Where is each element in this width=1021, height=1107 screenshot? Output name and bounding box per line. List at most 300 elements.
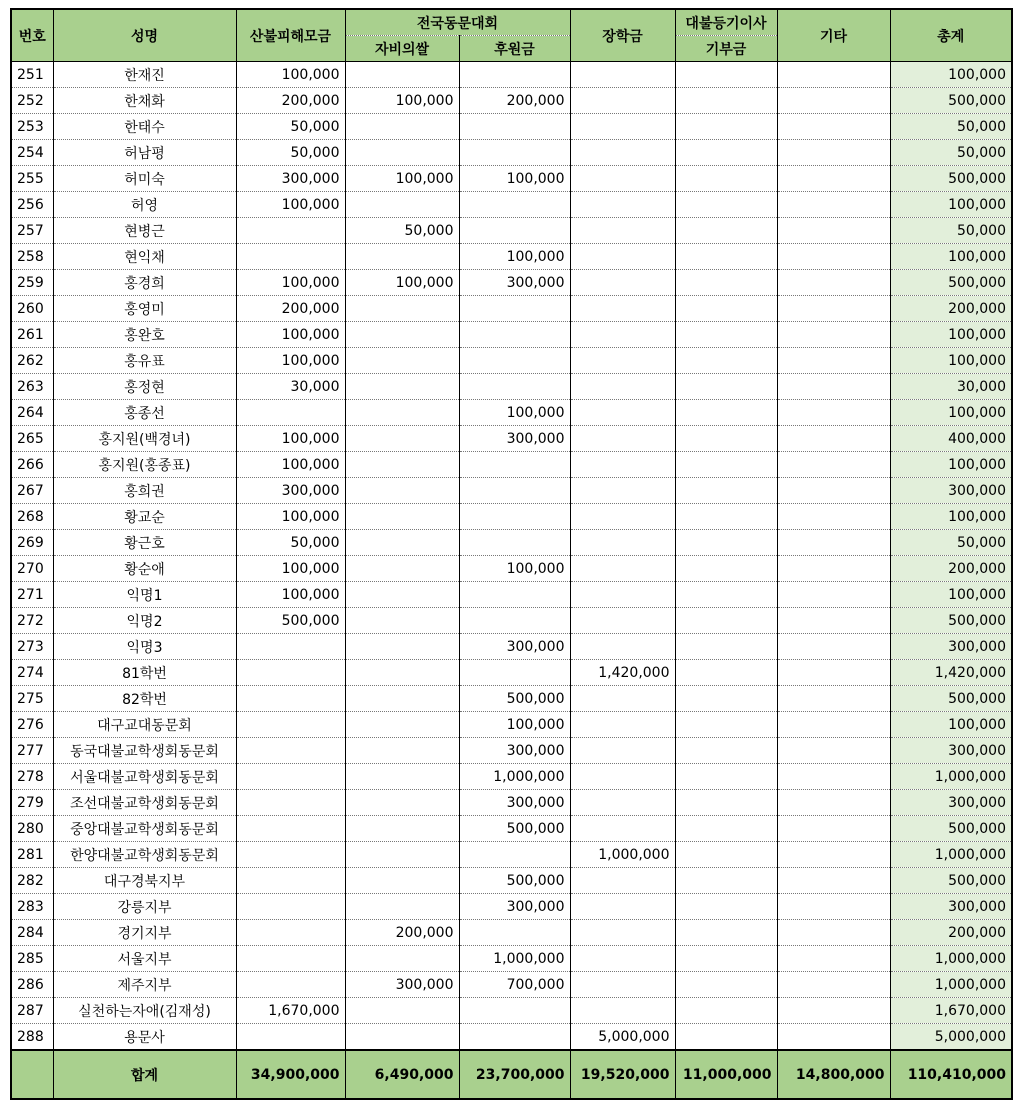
- cell-total[interactable]: 100,000: [890, 322, 1012, 348]
- cell-huwon[interactable]: [459, 582, 570, 608]
- cell-no[interactable]: 264: [11, 400, 53, 426]
- cell-scholarship[interactable]: [570, 998, 675, 1024]
- cell-total[interactable]: 500,000: [890, 608, 1012, 634]
- cell-etc[interactable]: [777, 296, 890, 322]
- cell-total[interactable]: 300,000: [890, 738, 1012, 764]
- cell-no[interactable]: 270: [11, 556, 53, 582]
- cell-name[interactable]: 조선대불교학생회동문회: [53, 790, 236, 816]
- cell-huwon[interactable]: [459, 140, 570, 166]
- cell-total[interactable]: 1,000,000: [890, 842, 1012, 868]
- cell-etc[interactable]: [777, 426, 890, 452]
- cell-jabi[interactable]: [345, 946, 459, 972]
- cell-name[interactable]: 대구교대동문회: [53, 712, 236, 738]
- cell-gibu[interactable]: [675, 634, 777, 660]
- cell-total[interactable]: 100,000: [890, 62, 1012, 88]
- cell-gibu[interactable]: [675, 296, 777, 322]
- cell-gibu[interactable]: [675, 764, 777, 790]
- cell-huwon[interactable]: 100,000: [459, 712, 570, 738]
- cell-scholarship[interactable]: 1,420,000: [570, 660, 675, 686]
- cell-scholarship[interactable]: [570, 764, 675, 790]
- cell-name[interactable]: 한채화: [53, 88, 236, 114]
- cell-sanbul[interactable]: 50,000: [236, 114, 345, 140]
- cell-gibu[interactable]: [675, 920, 777, 946]
- cell-sanbul[interactable]: 200,000: [236, 88, 345, 114]
- cell-huwon[interactable]: [459, 348, 570, 374]
- cell-no[interactable]: 261: [11, 322, 53, 348]
- cell-huwon[interactable]: [459, 322, 570, 348]
- cell-total[interactable]: 100,000: [890, 400, 1012, 426]
- cell-etc[interactable]: [777, 972, 890, 998]
- cell-etc[interactable]: [777, 452, 890, 478]
- cell-huwon[interactable]: 300,000: [459, 738, 570, 764]
- cell-gibu[interactable]: [675, 166, 777, 192]
- cell-gibu[interactable]: [675, 790, 777, 816]
- cell-total[interactable]: 200,000: [890, 296, 1012, 322]
- cell-no[interactable]: 263: [11, 374, 53, 400]
- cell-name[interactable]: 동국대불교학생회동문회: [53, 738, 236, 764]
- cell-scholarship[interactable]: [570, 920, 675, 946]
- cell-total[interactable]: 200,000: [890, 556, 1012, 582]
- cell-no[interactable]: 282: [11, 868, 53, 894]
- cell-etc[interactable]: [777, 192, 890, 218]
- cell-total[interactable]: 100,000: [890, 452, 1012, 478]
- cell-etc[interactable]: [777, 556, 890, 582]
- cell-name[interactable]: 허남평: [53, 140, 236, 166]
- cell-no[interactable]: 272: [11, 608, 53, 634]
- cell-name[interactable]: 허미숙: [53, 166, 236, 192]
- cell-name[interactable]: 황근호: [53, 530, 236, 556]
- cell-name[interactable]: 홍희권: [53, 478, 236, 504]
- cell-scholarship[interactable]: [570, 218, 675, 244]
- cell-gibu[interactable]: [675, 452, 777, 478]
- cell-jabi[interactable]: [345, 530, 459, 556]
- cell-no[interactable]: 258: [11, 244, 53, 270]
- cell-sanbul[interactable]: [236, 634, 345, 660]
- cell-huwon[interactable]: [459, 504, 570, 530]
- cell-etc[interactable]: [777, 88, 890, 114]
- cell-etc[interactable]: [777, 790, 890, 816]
- cell-scholarship[interactable]: [570, 946, 675, 972]
- cell-etc[interactable]: [777, 842, 890, 868]
- cell-gibu[interactable]: [675, 894, 777, 920]
- cell-total[interactable]: 100,000: [890, 348, 1012, 374]
- cell-total[interactable]: 30,000: [890, 374, 1012, 400]
- cell-sanbul[interactable]: [236, 660, 345, 686]
- cell-sanbul[interactable]: [236, 972, 345, 998]
- cell-name[interactable]: 홍지원(백경녀): [53, 426, 236, 452]
- cell-scholarship[interactable]: [570, 556, 675, 582]
- totals-total[interactable]: 110,410,000: [890, 1050, 1012, 1099]
- cell-total[interactable]: 500,000: [890, 686, 1012, 712]
- cell-scholarship[interactable]: [570, 62, 675, 88]
- cell-no[interactable]: 266: [11, 452, 53, 478]
- cell-huwon[interactable]: 100,000: [459, 556, 570, 582]
- cell-scholarship[interactable]: [570, 582, 675, 608]
- cell-no[interactable]: 253: [11, 114, 53, 140]
- cell-total[interactable]: 1,000,000: [890, 946, 1012, 972]
- cell-no[interactable]: 279: [11, 790, 53, 816]
- totals-label[interactable]: 합계: [53, 1050, 236, 1099]
- cell-scholarship[interactable]: [570, 322, 675, 348]
- cell-total[interactable]: 5,000,000: [890, 1024, 1012, 1051]
- cell-total[interactable]: 300,000: [890, 894, 1012, 920]
- cell-jabi[interactable]: [345, 608, 459, 634]
- cell-huwon[interactable]: [459, 114, 570, 140]
- cell-total[interactable]: 1,670,000: [890, 998, 1012, 1024]
- cell-name[interactable]: 익명1: [53, 582, 236, 608]
- cell-gibu[interactable]: [675, 322, 777, 348]
- cell-huwon[interactable]: 500,000: [459, 816, 570, 842]
- cell-gibu[interactable]: [675, 660, 777, 686]
- cell-no[interactable]: 276: [11, 712, 53, 738]
- cell-gibu[interactable]: [675, 686, 777, 712]
- cell-scholarship[interactable]: [570, 816, 675, 842]
- cell-gibu[interactable]: [675, 88, 777, 114]
- cell-sanbul[interactable]: [236, 842, 345, 868]
- cell-jabi[interactable]: [345, 868, 459, 894]
- cell-gibu[interactable]: [675, 972, 777, 998]
- cell-name[interactable]: 경기지부: [53, 920, 236, 946]
- cell-sanbul[interactable]: [236, 400, 345, 426]
- cell-no[interactable]: 260: [11, 296, 53, 322]
- cell-sanbul[interactable]: 100,000: [236, 504, 345, 530]
- cell-total[interactable]: 400,000: [890, 426, 1012, 452]
- cell-jabi[interactable]: [345, 348, 459, 374]
- cell-jabi[interactable]: [345, 686, 459, 712]
- cell-name[interactable]: 중앙대불교학생회동문회: [53, 816, 236, 842]
- cell-name[interactable]: 한양대불교학생회동문회: [53, 842, 236, 868]
- cell-sanbul[interactable]: 30,000: [236, 374, 345, 400]
- totals-huwon[interactable]: 23,700,000: [459, 1050, 570, 1099]
- cell-sanbul[interactable]: [236, 920, 345, 946]
- cell-sanbul[interactable]: 500,000: [236, 608, 345, 634]
- cell-huwon[interactable]: [459, 608, 570, 634]
- cell-name[interactable]: 현익채: [53, 244, 236, 270]
- cell-etc[interactable]: [777, 114, 890, 140]
- cell-huwon[interactable]: 300,000: [459, 894, 570, 920]
- cell-jabi[interactable]: 50,000: [345, 218, 459, 244]
- cell-etc[interactable]: [777, 62, 890, 88]
- cell-name[interactable]: 홍지원(홍종표): [53, 452, 236, 478]
- header-sanbul[interactable]: 산불피해모금: [236, 9, 345, 62]
- cell-no[interactable]: 283: [11, 894, 53, 920]
- totals-no-cell[interactable]: [11, 1050, 53, 1099]
- cell-scholarship[interactable]: [570, 452, 675, 478]
- header-national[interactable]: 전국동문대회: [345, 9, 570, 36]
- cell-jabi[interactable]: [345, 478, 459, 504]
- cell-gibu[interactable]: [675, 842, 777, 868]
- cell-jabi[interactable]: 200,000: [345, 920, 459, 946]
- header-name[interactable]: 성명: [53, 9, 236, 62]
- cell-jabi[interactable]: [345, 738, 459, 764]
- cell-etc[interactable]: [777, 218, 890, 244]
- cell-total[interactable]: 500,000: [890, 816, 1012, 842]
- cell-huwon[interactable]: 100,000: [459, 166, 570, 192]
- header-gibu[interactable]: 기부금: [675, 36, 777, 62]
- cell-sanbul[interactable]: [236, 816, 345, 842]
- cell-name[interactable]: 제주지부: [53, 972, 236, 998]
- cell-total[interactable]: 1,000,000: [890, 764, 1012, 790]
- cell-total[interactable]: 500,000: [890, 88, 1012, 114]
- header-jabi[interactable]: 자비의쌀: [345, 36, 459, 62]
- cell-gibu[interactable]: [675, 218, 777, 244]
- cell-huwon[interactable]: [459, 842, 570, 868]
- cell-jabi[interactable]: [345, 114, 459, 140]
- cell-no[interactable]: 273: [11, 634, 53, 660]
- cell-etc[interactable]: [777, 348, 890, 374]
- cell-sanbul[interactable]: 1,670,000: [236, 998, 345, 1024]
- cell-gibu[interactable]: [675, 712, 777, 738]
- cell-etc[interactable]: [777, 374, 890, 400]
- cell-name[interactable]: 82학번: [53, 686, 236, 712]
- cell-etc[interactable]: [777, 686, 890, 712]
- cell-huwon[interactable]: [459, 62, 570, 88]
- cell-total[interactable]: 100,000: [890, 244, 1012, 270]
- cell-sanbul[interactable]: 100,000: [236, 270, 345, 296]
- cell-etc[interactable]: [777, 998, 890, 1024]
- cell-huwon[interactable]: [459, 478, 570, 504]
- cell-jabi[interactable]: [345, 790, 459, 816]
- cell-no[interactable]: 277: [11, 738, 53, 764]
- cell-jabi[interactable]: [345, 998, 459, 1024]
- cell-total[interactable]: 1,000,000: [890, 972, 1012, 998]
- cell-sanbul[interactable]: 100,000: [236, 452, 345, 478]
- cell-sanbul[interactable]: 100,000: [236, 192, 345, 218]
- cell-sanbul[interactable]: 100,000: [236, 556, 345, 582]
- cell-gibu[interactable]: [675, 270, 777, 296]
- cell-total[interactable]: 50,000: [890, 140, 1012, 166]
- cell-huwon[interactable]: 500,000: [459, 686, 570, 712]
- cell-sanbul[interactable]: [236, 894, 345, 920]
- cell-scholarship[interactable]: [570, 400, 675, 426]
- cell-name[interactable]: 한재진: [53, 62, 236, 88]
- cell-no[interactable]: 281: [11, 842, 53, 868]
- cell-sanbul[interactable]: 100,000: [236, 348, 345, 374]
- cell-jabi[interactable]: [345, 1024, 459, 1051]
- cell-sanbul[interactable]: [236, 946, 345, 972]
- cell-etc[interactable]: [777, 478, 890, 504]
- totals-scholarship[interactable]: 19,520,000: [570, 1050, 675, 1099]
- cell-jabi[interactable]: [345, 296, 459, 322]
- cell-scholarship[interactable]: [570, 166, 675, 192]
- cell-total[interactable]: 100,000: [890, 712, 1012, 738]
- cell-scholarship[interactable]: [570, 686, 675, 712]
- cell-scholarship[interactable]: [570, 88, 675, 114]
- cell-sanbul[interactable]: [236, 790, 345, 816]
- cell-etc[interactable]: [777, 504, 890, 530]
- cell-sanbul[interactable]: [236, 218, 345, 244]
- cell-jabi[interactable]: [345, 894, 459, 920]
- cell-gibu[interactable]: [675, 946, 777, 972]
- cell-name[interactable]: 홍경희: [53, 270, 236, 296]
- cell-total[interactable]: 500,000: [890, 166, 1012, 192]
- cell-total[interactable]: 100,000: [890, 504, 1012, 530]
- cell-sanbul[interactable]: [236, 868, 345, 894]
- cell-gibu[interactable]: [675, 140, 777, 166]
- cell-sanbul[interactable]: [236, 738, 345, 764]
- cell-gibu[interactable]: [675, 530, 777, 556]
- cell-huwon[interactable]: 300,000: [459, 790, 570, 816]
- cell-huwon[interactable]: 200,000: [459, 88, 570, 114]
- cell-jabi[interactable]: [345, 504, 459, 530]
- cell-name[interactable]: 한태수: [53, 114, 236, 140]
- cell-jabi[interactable]: [345, 374, 459, 400]
- cell-huwon[interactable]: [459, 452, 570, 478]
- cell-etc[interactable]: [777, 322, 890, 348]
- totals-etc[interactable]: 14,800,000: [777, 1050, 890, 1099]
- cell-name[interactable]: 허영: [53, 192, 236, 218]
- cell-gibu[interactable]: [675, 608, 777, 634]
- cell-total[interactable]: 50,000: [890, 218, 1012, 244]
- cell-name[interactable]: 홍완호: [53, 322, 236, 348]
- cell-scholarship[interactable]: [570, 972, 675, 998]
- cell-huwon[interactable]: [459, 296, 570, 322]
- cell-sanbul[interactable]: 300,000: [236, 478, 345, 504]
- cell-gibu[interactable]: [675, 504, 777, 530]
- cell-huwon[interactable]: 100,000: [459, 244, 570, 270]
- cell-sanbul[interactable]: 100,000: [236, 426, 345, 452]
- cell-no[interactable]: 252: [11, 88, 53, 114]
- cell-sanbul[interactable]: [236, 1024, 345, 1051]
- cell-gibu[interactable]: [675, 374, 777, 400]
- cell-no[interactable]: 268: [11, 504, 53, 530]
- cell-name[interactable]: 황교순: [53, 504, 236, 530]
- cell-etc[interactable]: [777, 868, 890, 894]
- cell-no[interactable]: 280: [11, 816, 53, 842]
- header-no[interactable]: 번호: [11, 9, 53, 62]
- cell-gibu[interactable]: [675, 192, 777, 218]
- cell-sanbul[interactable]: 100,000: [236, 322, 345, 348]
- cell-total[interactable]: 100,000: [890, 582, 1012, 608]
- cell-gibu[interactable]: [675, 400, 777, 426]
- cell-jabi[interactable]: [345, 62, 459, 88]
- cell-name[interactable]: 홍영미: [53, 296, 236, 322]
- cell-sanbul[interactable]: [236, 712, 345, 738]
- cell-total[interactable]: 500,000: [890, 868, 1012, 894]
- cell-huwon[interactable]: 1,000,000: [459, 946, 570, 972]
- cell-no[interactable]: 288: [11, 1024, 53, 1051]
- cell-jabi[interactable]: [345, 582, 459, 608]
- cell-no[interactable]: 284: [11, 920, 53, 946]
- cell-scholarship[interactable]: [570, 634, 675, 660]
- cell-total[interactable]: 300,000: [890, 790, 1012, 816]
- cell-etc[interactable]: [777, 764, 890, 790]
- cell-jabi[interactable]: [345, 400, 459, 426]
- cell-gibu[interactable]: [675, 114, 777, 140]
- cell-huwon[interactable]: 100,000: [459, 400, 570, 426]
- cell-jabi[interactable]: [345, 322, 459, 348]
- cell-huwon[interactable]: [459, 192, 570, 218]
- cell-gibu[interactable]: [675, 816, 777, 842]
- cell-sanbul[interactable]: 300,000: [236, 166, 345, 192]
- cell-sanbul[interactable]: 200,000: [236, 296, 345, 322]
- cell-scholarship[interactable]: [570, 348, 675, 374]
- cell-scholarship[interactable]: [570, 296, 675, 322]
- cell-etc[interactable]: [777, 582, 890, 608]
- cell-scholarship[interactable]: [570, 244, 675, 270]
- cell-sanbul[interactable]: [236, 244, 345, 270]
- cell-no[interactable]: 265: [11, 426, 53, 452]
- cell-total[interactable]: 100,000: [890, 192, 1012, 218]
- cell-name[interactable]: 홍정현: [53, 374, 236, 400]
- cell-name[interactable]: 익명3: [53, 634, 236, 660]
- cell-huwon[interactable]: 300,000: [459, 270, 570, 296]
- cell-scholarship[interactable]: [570, 478, 675, 504]
- cell-jabi[interactable]: [345, 426, 459, 452]
- cell-huwon[interactable]: 1,000,000: [459, 764, 570, 790]
- cell-scholarship[interactable]: [570, 530, 675, 556]
- cell-name[interactable]: 대구경북지부: [53, 868, 236, 894]
- cell-huwon[interactable]: 300,000: [459, 634, 570, 660]
- cell-no[interactable]: 274: [11, 660, 53, 686]
- cell-name[interactable]: 용문사: [53, 1024, 236, 1051]
- cell-jabi[interactable]: [345, 140, 459, 166]
- cell-name[interactable]: 실천하는자애(김재성): [53, 998, 236, 1024]
- cell-scholarship[interactable]: [570, 140, 675, 166]
- cell-total[interactable]: 300,000: [890, 634, 1012, 660]
- cell-jabi[interactable]: [345, 816, 459, 842]
- cell-etc[interactable]: [777, 738, 890, 764]
- cell-no[interactable]: 287: [11, 998, 53, 1024]
- cell-no[interactable]: 275: [11, 686, 53, 712]
- cell-huwon[interactable]: 300,000: [459, 426, 570, 452]
- cell-huwon[interactable]: [459, 660, 570, 686]
- cell-name[interactable]: 홍유표: [53, 348, 236, 374]
- cell-jabi[interactable]: 100,000: [345, 88, 459, 114]
- cell-etc[interactable]: [777, 946, 890, 972]
- cell-gibu[interactable]: [675, 582, 777, 608]
- cell-jabi[interactable]: 300,000: [345, 972, 459, 998]
- cell-huwon[interactable]: [459, 218, 570, 244]
- cell-scholarship[interactable]: [570, 504, 675, 530]
- cell-gibu[interactable]: [675, 244, 777, 270]
- cell-scholarship[interactable]: [570, 426, 675, 452]
- cell-gibu[interactable]: [675, 556, 777, 582]
- cell-etc[interactable]: [777, 270, 890, 296]
- cell-etc[interactable]: [777, 166, 890, 192]
- cell-jabi[interactable]: [345, 192, 459, 218]
- cell-gibu[interactable]: [675, 1024, 777, 1051]
- cell-name[interactable]: 강릉지부: [53, 894, 236, 920]
- cell-sanbul[interactable]: 100,000: [236, 62, 345, 88]
- cell-name[interactable]: 황순애: [53, 556, 236, 582]
- totals-jabi[interactable]: 6,490,000: [345, 1050, 459, 1099]
- cell-jabi[interactable]: [345, 634, 459, 660]
- header-total[interactable]: 총계: [890, 9, 1012, 62]
- cell-etc[interactable]: [777, 712, 890, 738]
- cell-no[interactable]: 269: [11, 530, 53, 556]
- cell-gibu[interactable]: [675, 868, 777, 894]
- cell-etc[interactable]: [777, 400, 890, 426]
- cell-no[interactable]: 251: [11, 62, 53, 88]
- cell-name[interactable]: 81학번: [53, 660, 236, 686]
- cell-sanbul[interactable]: [236, 686, 345, 712]
- cell-no[interactable]: 259: [11, 270, 53, 296]
- cell-etc[interactable]: [777, 1024, 890, 1051]
- cell-etc[interactable]: [777, 140, 890, 166]
- cell-name[interactable]: 서울대불교학생회동문회: [53, 764, 236, 790]
- cell-jabi[interactable]: 100,000: [345, 166, 459, 192]
- cell-huwon[interactable]: [459, 920, 570, 946]
- cell-no[interactable]: 257: [11, 218, 53, 244]
- cell-scholarship[interactable]: [570, 894, 675, 920]
- cell-sanbul[interactable]: 100,000: [236, 582, 345, 608]
- cell-no[interactable]: 286: [11, 972, 53, 998]
- cell-total[interactable]: 300,000: [890, 478, 1012, 504]
- cell-scholarship[interactable]: [570, 608, 675, 634]
- cell-etc[interactable]: [777, 608, 890, 634]
- cell-no[interactable]: 271: [11, 582, 53, 608]
